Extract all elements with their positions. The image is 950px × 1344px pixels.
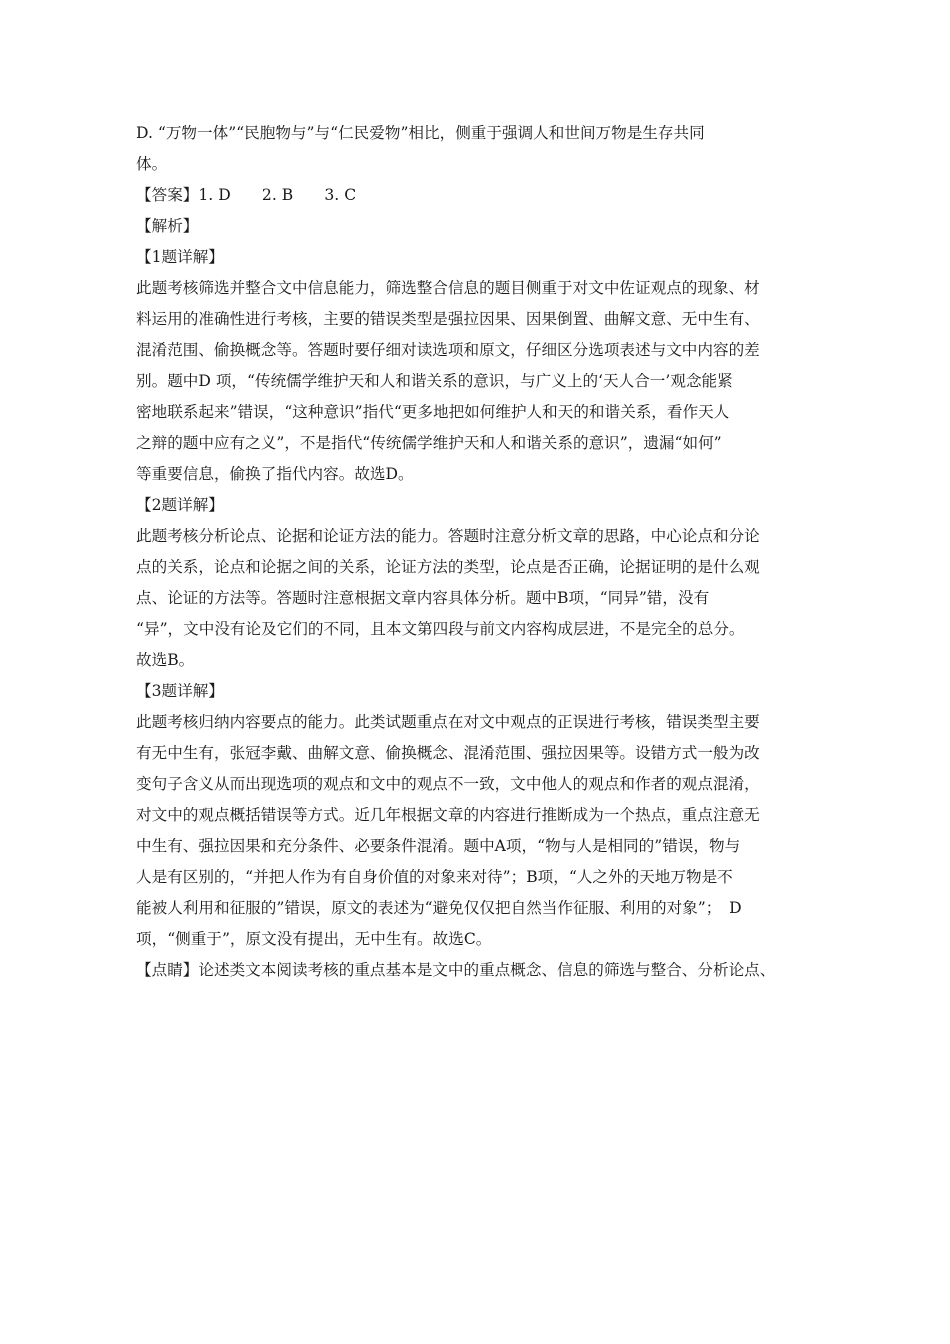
text-line: 有无中生有，张冠李戴、曲解文意、偷换概念、混淆范围、强拉因果等。设错方式一般为改 (136, 744, 760, 762)
answer-line: 【答案】1. D 2. B 3. C (136, 186, 357, 204)
section-heading-q2: 【2题详解】 (136, 496, 224, 514)
text-line: 中生有、强拉因果和充分条件、必要条件混淆。题中A项，“物与人是相同的”错误，物与 (136, 837, 741, 855)
text-line: 别。题中D 项，“传统儒学维护天和人和谐关系的意识，与广义上的‘天人合一’观念能紧 (136, 372, 733, 390)
text-line: 混淆范围、偷换概念等。答题时要仔细对读选项和原文，仔细区分选项表述与文中内容的差 (136, 341, 760, 359)
analysis-heading: 【解析】 (136, 217, 199, 235)
text-line: 此题考核归纳内容要点的能力。此类试题重点在对文中观点的正误进行考核，错误类型主要 (136, 713, 760, 731)
text-line: 人是有区别的，“并把人作为有自身价值的对象来对待”；B项，“人之外的天地万物是不 (136, 868, 733, 886)
text-line: 能被人利用和征服的”错误，原文的表述为“避免仅仅把自然当作征服、利用的对象”； D (136, 899, 742, 917)
text-line: 故选B。 (136, 651, 195, 669)
document-body (136, 118, 826, 986)
text-line: 料运用的准确性进行考核，主要的错误类型是强拉因果、因果倒置、曲解文意、无中生有、 (136, 310, 760, 328)
text-line: 之辩的题中应有之义”，不是指代“传统儒学维护天和人和谐关系的意识”，遗漏“如何” (136, 434, 722, 452)
text-line: D. “万物一体”“民胞物与”与“仁民爱物”相比，侧重于强调人和世间万物是生存共同 (136, 124, 705, 142)
section-heading-q1: 【1题详解】 (136, 248, 224, 266)
text-line: 密地联系起来”错误，“这种意识”指代“更多地把如何维护人和天的和谐关系，看作天人 (136, 403, 730, 421)
text-line: 项，“侧重于”，原文没有提出，无中生有。故选C。 (136, 930, 492, 948)
text-line: “异”，文中没有论及它们的不同，且本文第四段与前文内容构成层进，不是完全的总分。 (136, 620, 745, 638)
text-line: 此题考核分析论点、论据和论证方法的能力。答题时注意分析文章的思路，中心论点和分论 (136, 527, 760, 545)
section-heading-q3: 【3题详解】 (136, 682, 224, 700)
text-line: 此题考核筛选并整合文中信息能力，筛选整合信息的题目侧重于对文中佐证观点的现象、材 (136, 279, 760, 297)
key-point-line: 【点睛】论述类文本阅读考核的重点基本是文中的重点概念、信息的筛选与整合、分析论点、 (136, 961, 776, 979)
text-line: 对文中的观点概括错误等方式。近几年根据文章的内容进行推断成为一个热点，重点注意无 (136, 806, 760, 824)
text-line: 点、论证的方法等。答题时注意根据文章内容具体分析。题中B项，“同异”错，没有 (136, 589, 710, 607)
text-line: 体。 (136, 155, 168, 173)
text-line: 等重要信息，偷换了指代内容。故选D。 (136, 465, 414, 483)
text-line: 变句子含义从而出现选项的观点和文中的观点不一致，文中他人的观点和作者的观点混淆， (136, 775, 760, 793)
text-line: 点的关系，论点和论据之间的关系，论证方法的类型，论点是否正确，论据证明的是什么观 (136, 558, 760, 576)
